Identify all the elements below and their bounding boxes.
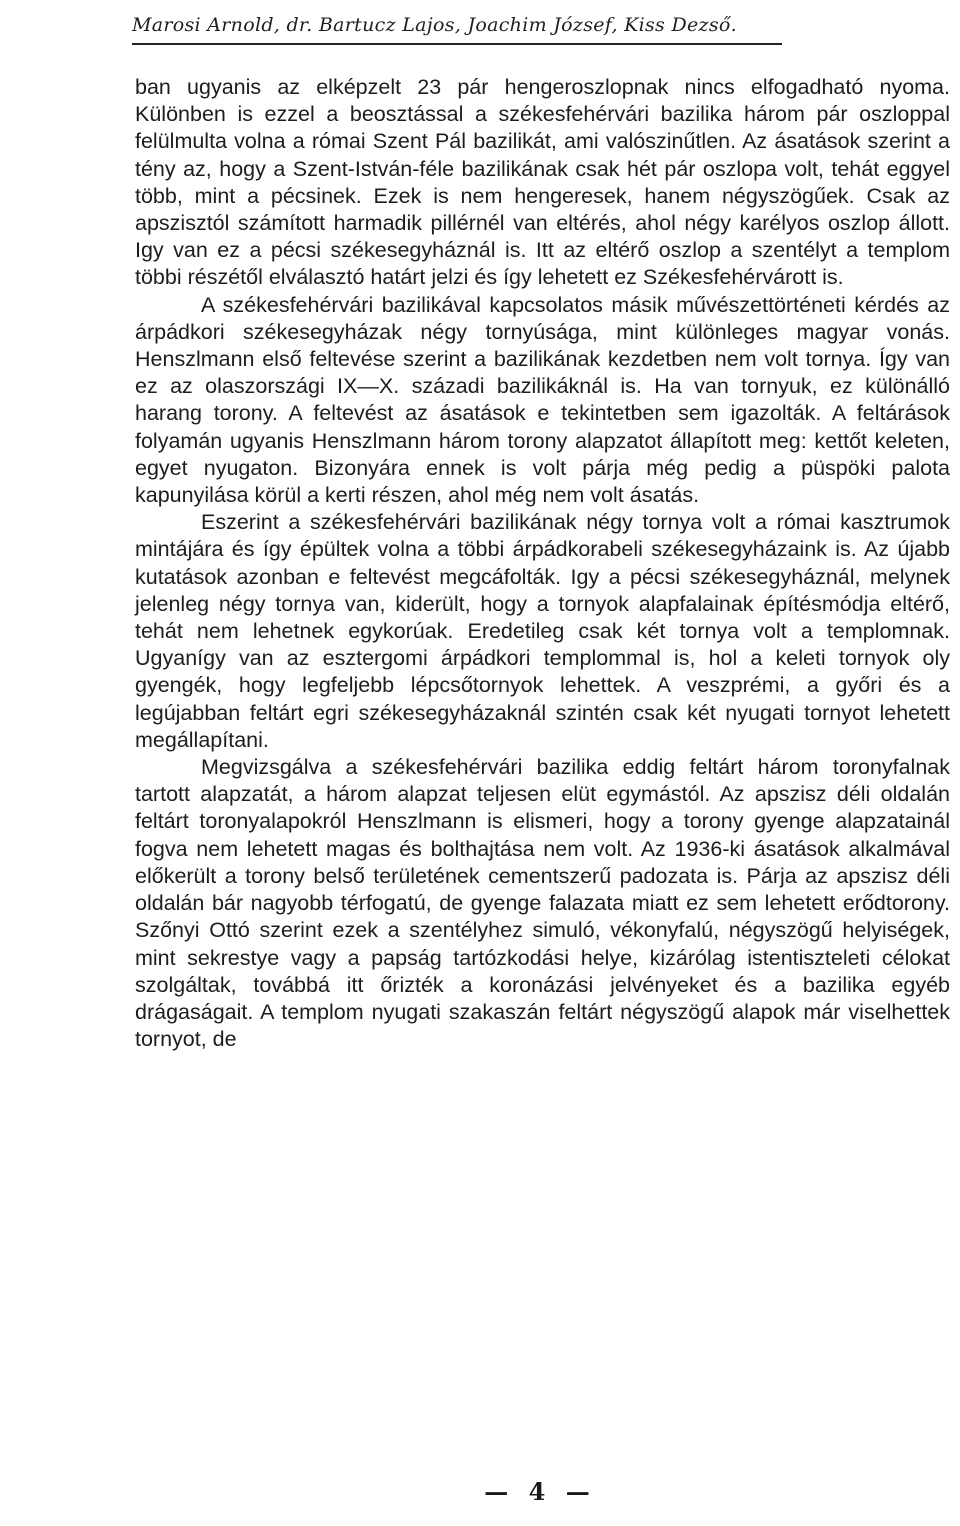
paragraph-3: Eszerint a székesfehérvári bazilikának négy tornya volt a római kasztrumok mintájára és így épültek volna a többi árpádkorabeli székesegyházaink is. Az újabb kutatások azonban e feltevést megcáfolták. Igy a pécsi székesegyháznál, melynek jelenleg négy tornya van, kiderült, hogy a tornyok alapfalainak építésmódja eltérő, tehát nem lehetnek egykorúak. Eredetileg csak két tornya volt a templomnak. Ugyanígy van az esztergomi árpádkori templommal is, hol a keleti tornyok oly gyengék, hogy legfeljebb lépcsőtornyok lehettek. A veszprémi, a győri és a legújabban feltárt egri székesegyházaknál szintén csak két nyugati tornyot lehetett megállapítani. [135, 510, 950, 752]
paragraph-4: Megvizsgálva a székesfehérvári bazilika eddig feltárt három toronyfalnak tartott alapzatát, a három alapzat teljesen elüt egymástól. Az apszisz déli oldalán feltárt toronyalapokról Henszlmann is elismeri, hogy a torony gyenge alapzatainál fogva nem lehetett magas és bolthajtása nem volt. Az 1936-ki ásatások alkalmával előkerült a torony belső területének cementszerű padozata is. Párja az apszisz déli oldalán bár nagyobb térfogatú, de gyenge falazata miatt ez sem lehetett erődtorony. Szőnyi Ottó szerint ezek a szentélyhez simuló, vékonyfalú, négyszögű helyiségek, mint sekrestye vagy a papság tartózkodási helye, kizárólag istentiszteleti célokat szolgáltak, továbbá itt őrizték a koronázási jelvényeket és a bazilika egyéb drágaságait. A templom nyugati szakaszán feltárt négyszögű alapok már viselhettek tornyot, de [135, 755, 950, 1052]
body-text [135, 74, 950, 1053]
paragraph-2: A székesfehérvári bazilikával kapcsolatos másik művészettörténeti kérdés az árpádkori székesegyházak négy tornyúsága, mint különleges magyar vonás. Henszlmann első feltevése szerint a bazilikának kezdetben nem volt tornya. Így van ez az olaszországi IX—X. századi bazilikáknál is. Ha van tornyuk, ez különálló harang torony. A feltevést az ásatások e tekintetben sem igazolták. A feltárások folyamán ugyanis Henszlmann három torony alapzatot állapított meg: kettőt keleten, egyet nyugaton. Bizonyára ennek is volt párja még pedig a püspöki palota kapunyilása körül a kerti részen, ahol még nem volt ásatás. [135, 292, 950, 508]
header-rule [132, 43, 782, 45]
page-number: — 4 — [484, 1477, 596, 1506]
running-head-authors: Marosi Arnold, dr. Bartucz Lajos, Joachim József, Kiss Dezső. [132, 14, 737, 36]
paragraph-1: ban ugyanis az elképzelt 23 pár hengeroszlopnak nincs elfogadható nyoma. Különben is ezzel a beosztással a székesfehérvári bazilika három pár oszloppal felülmulta volna a római Szent Pál bazilikát, ami valószinűtlen. Az ásatások szerint a tény az, hogy a Szent-István-féle bazilikának csak hét pár oszlopa volt, tehát eggyel több, mint a pécsinek. Ezek is nem hengeresek, hanem négyszögűek. Csak az apszisztól számított harmadik pillérnél van eltérés, ahol négy karélyos oszlop állott. Igy van ez a pécsi székesegyháznál is. Itt az eltérő oszlop a szentélyt a templom többi részétől elválasztó határt jelzi és így lehetett ez Székesfehérvárott is. [135, 75, 950, 290]
